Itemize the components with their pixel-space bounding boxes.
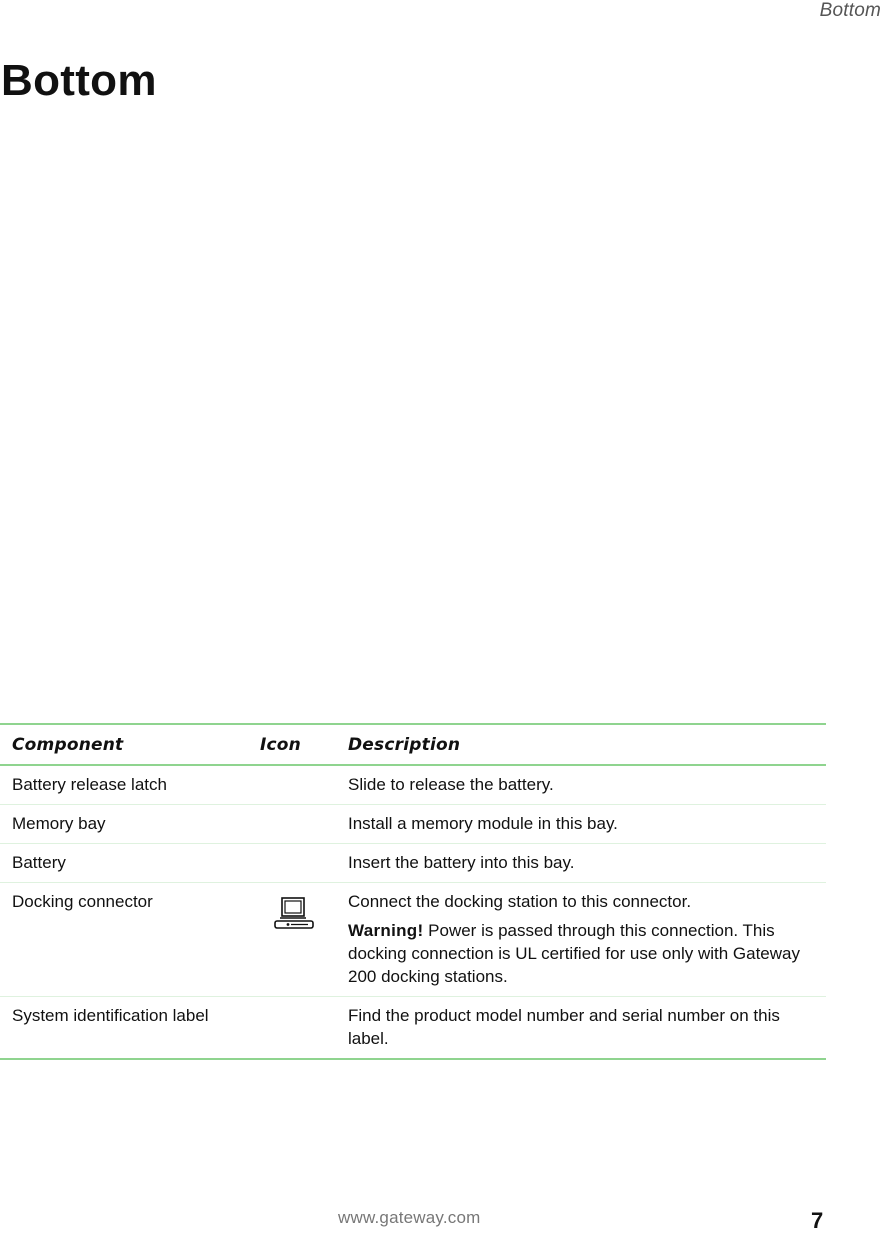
docking-station-icon bbox=[272, 896, 316, 932]
icon-cell bbox=[248, 805, 336, 844]
header-icon: Icon bbox=[248, 724, 336, 765]
warning-paragraph bbox=[348, 919, 816, 988]
footer-url: www.gateway.com bbox=[338, 1208, 481, 1227]
table-header-row bbox=[0, 724, 826, 765]
description-text: Connect the docking station to this connector. bbox=[348, 892, 692, 911]
header-component: Component bbox=[0, 724, 248, 765]
table-row bbox=[0, 765, 826, 805]
table-row bbox=[0, 997, 826, 1060]
description-text: Find the product model number and serial number on this label. bbox=[348, 1006, 780, 1048]
component-name: Battery release latch bbox=[0, 765, 248, 805]
component-description bbox=[336, 805, 826, 844]
header-description: Description bbox=[336, 724, 826, 765]
component-name: Docking connector bbox=[0, 883, 248, 997]
component-name: Memory bay bbox=[0, 805, 248, 844]
table-row bbox=[0, 883, 826, 997]
table-row bbox=[0, 805, 826, 844]
warning-text: Power is passed through this connection. This docking connection is UL certified for use only with Gateway 200 docking stations. bbox=[348, 921, 800, 986]
warning-label: Warning! bbox=[348, 921, 424, 940]
component-description bbox=[336, 883, 826, 997]
component-name: Battery bbox=[0, 844, 248, 883]
description-text: Install a memory module in this bay. bbox=[348, 814, 618, 833]
component-name: System identification label bbox=[0, 997, 248, 1060]
component-description bbox=[336, 765, 826, 805]
components-table bbox=[0, 723, 826, 1060]
icon-cell bbox=[248, 844, 336, 883]
page-number: 7 bbox=[811, 1208, 824, 1233]
component-description bbox=[336, 844, 826, 883]
description-text: Insert the battery into this bay. bbox=[348, 853, 575, 872]
description-text: Slide to release the battery. bbox=[348, 775, 554, 794]
component-description bbox=[336, 997, 826, 1060]
page-title: Bottom bbox=[1, 56, 157, 105]
icon-cell bbox=[248, 765, 336, 805]
icon-cell bbox=[248, 883, 336, 997]
table-row bbox=[0, 844, 826, 883]
icon-cell bbox=[248, 997, 336, 1060]
running-header: Bottom bbox=[819, 0, 881, 21]
